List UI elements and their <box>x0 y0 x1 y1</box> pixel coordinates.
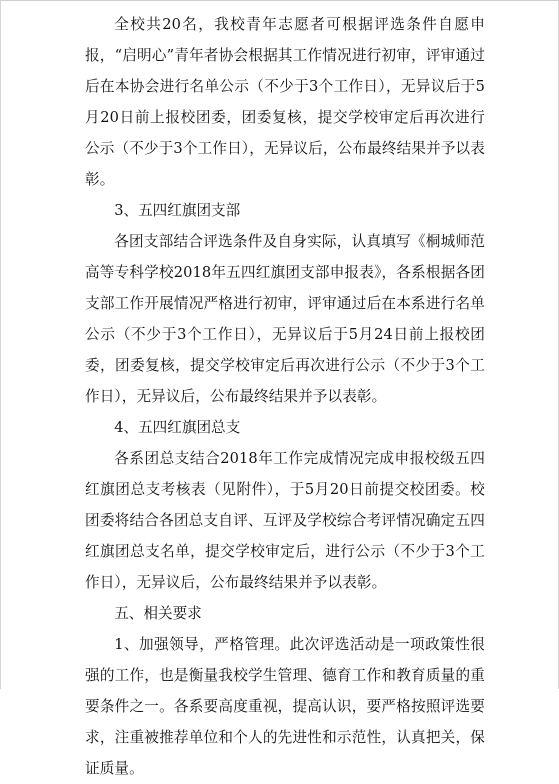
heading-related-requirements: 五、相关要求 <box>114 605 202 622</box>
heading-red-flag-general-branch: 4、五四红旗团总支 <box>114 419 241 436</box>
paragraph-red-flag-branch: 各团支部结合评选条件及自身实际，认真填写《桐城师范高等专科学校2018年五四红旗团支部申报表》，各系根据各团支部工作开展情况严格进行初审，评审通过后在本系进行名单公示（不少于3个工作日），无异议后于5月24日前上报校团委，团委复核，提交学校审定后再次进行公示（不少于3个工作日），无异议后，公布最终结果并予以表彰。 <box>85 233 485 405</box>
paragraph-volunteer-selection: 全校共20名，我校青年志愿者可根据评选条件自愿申报，“启明心”青年者协会根据其工作情况进行初审，评审通过后在本协会进行名单公示（不少于3个工作日），无异议后于5月20日前上报校团委，团委复核，提交学校审定后再次进行公示（不少于3个工作日），无异议后，公布最终结果并予以表彰。 <box>85 16 485 188</box>
paragraph-red-flag-general-branch: 各系团总支结合2018年工作完成情况完成申报校级五四红旗团总支考核表（见附件），于5月20日前提交校团委。校团委将结合各团总支自评、互评及学校综合考评情况确定五四红旗团总支名单，提交学校审定后，进行公示（不少于3个工作日），无异议后，公布最终结果并予以表彰。 <box>85 450 485 591</box>
document-body <box>85 9 485 784</box>
paragraph-leadership-management: 1、加强领导，严格管理。此次评选活动是一项政策性很强的工作，也是衡量我校学生管理、德育工作和教育质量的重要条件之一。各系要高度重视，提高认识，要严格按照评选要求，注重被推荐单位和个人的先进性和示范性，认真把关，保证质量。 <box>85 636 485 777</box>
heading-red-flag-branch: 3、五四红旗团支部 <box>114 202 241 219</box>
